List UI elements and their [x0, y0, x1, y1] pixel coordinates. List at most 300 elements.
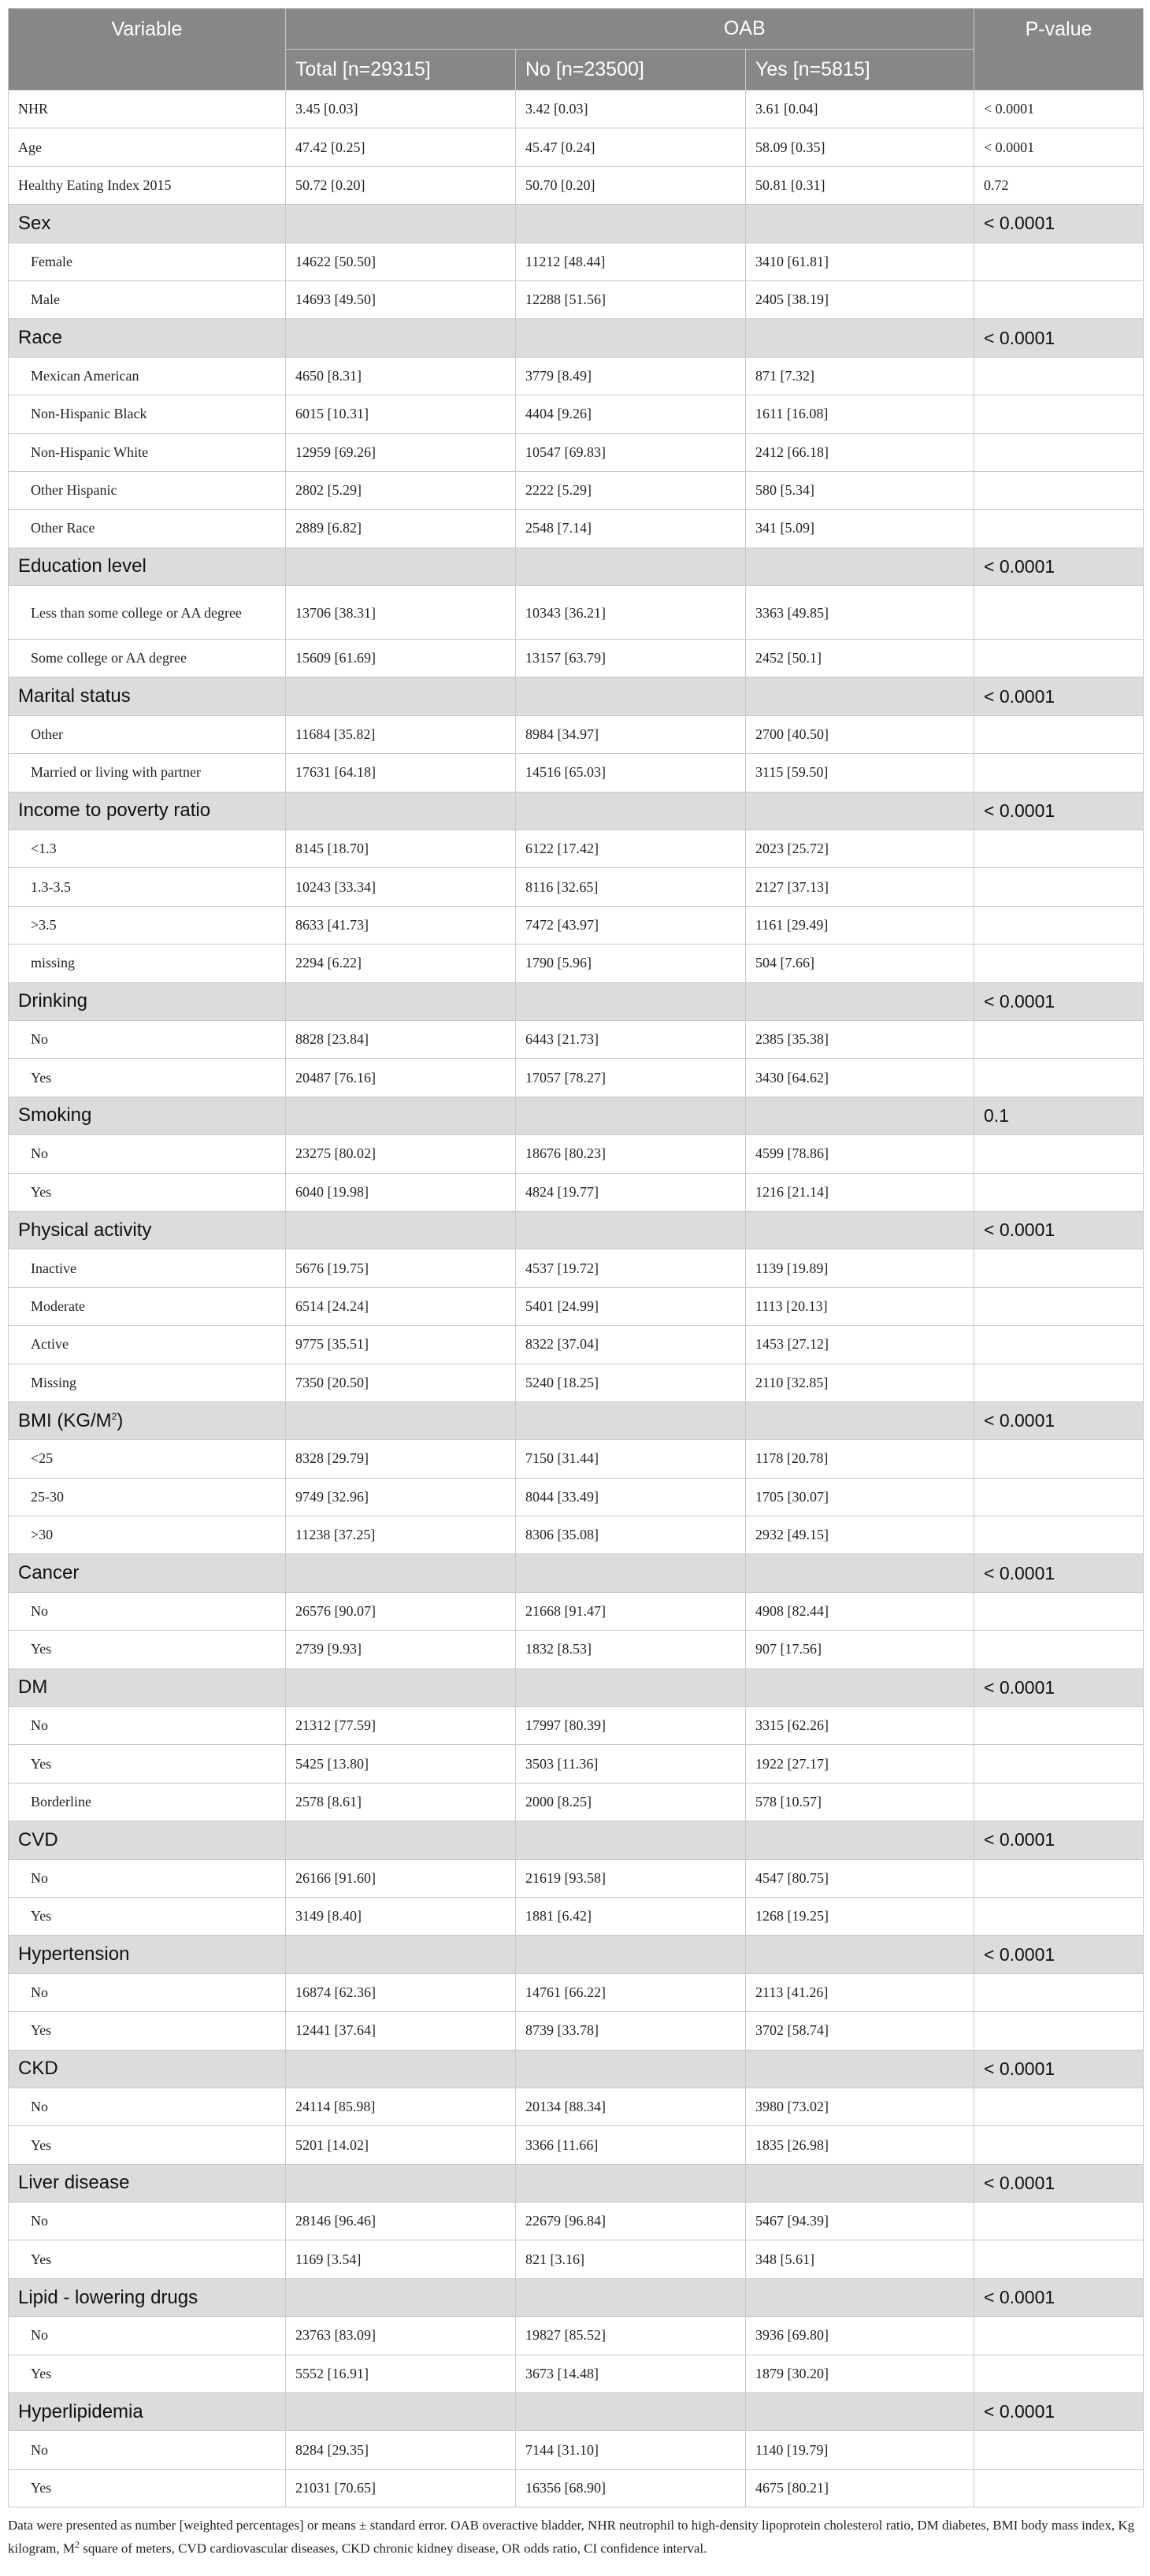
pvalue-cell — [974, 1326, 1144, 1364]
empty-cell — [286, 2164, 516, 2202]
empty-cell — [286, 2050, 516, 2088]
oab-yes-cell: 2412 [66.18] — [746, 433, 974, 471]
category-row — [9, 1097, 1144, 1134]
oab-yes-cell: 504 [7.66] — [746, 945, 974, 982]
oab-no-cell: 8739 [33.78] — [516, 2012, 746, 2050]
total-cell: 23275 [80.02] — [286, 1135, 516, 1173]
total-cell: 17631 [64.18] — [286, 754, 516, 792]
total-cell: 7350 [20.50] — [286, 1364, 516, 1401]
table-row — [9, 640, 1144, 677]
row-label: Yes — [9, 2469, 286, 2507]
pvalue-cell: < 0.0001 — [974, 792, 1144, 830]
row-label: Active — [9, 1326, 286, 1364]
pvalue-cell — [974, 2317, 1144, 2355]
row-label: Yes — [9, 2126, 286, 2164]
oab-yes-cell: 1140 [19.79] — [746, 2431, 974, 2469]
oab-yes-cell: 2023 [25.72] — [746, 830, 974, 868]
table-row — [9, 2126, 1144, 2164]
empty-cell — [746, 547, 974, 585]
row-label: Yes — [9, 1745, 286, 1783]
table-row — [9, 1592, 1144, 1630]
oab-yes-cell: 58.09 [0.35] — [746, 128, 974, 166]
category-label — [9, 547, 286, 585]
total-cell: 2294 [6.22] — [286, 945, 516, 982]
pvalue-cell — [974, 906, 1144, 944]
empty-cell — [746, 205, 974, 243]
empty-cell — [516, 792, 746, 830]
total-cell: 14622 [50.50] — [286, 243, 516, 280]
category-label-end: ) — [117, 1409, 124, 1431]
category-row — [9, 1211, 1144, 1249]
empty-cell — [746, 2278, 974, 2316]
pvalue-cell — [974, 2088, 1144, 2125]
category-row — [9, 792, 1144, 830]
pvalue-cell — [974, 471, 1144, 509]
oab-yes-cell: 2700 [40.50] — [746, 715, 974, 753]
footnote-text-2: square of meters, CVD cardiovascular diseases, CKD chronic kidney disease, OR odds ratio, CI confidence interval. — [80, 2541, 707, 2556]
pvalue-cell: < 0.0001 — [974, 1936, 1144, 1973]
oab-no-cell: 17997 [80.39] — [516, 1707, 746, 1745]
empty-cell — [516, 2278, 746, 2316]
total-cell: 9749 [32.96] — [286, 1478, 516, 1516]
oab-no-cell: 3503 [11.36] — [516, 1745, 746, 1783]
total-cell: 5201 [14.02] — [286, 2126, 516, 2164]
pvalue-cell — [974, 1631, 1144, 1668]
total-cell: 50.72 [0.20] — [286, 166, 516, 204]
category-label-text: CKD — [18, 2058, 58, 2080]
row-label: Some college or AA degree — [9, 640, 286, 677]
oab-yes-cell: 4675 [80.21] — [746, 2469, 974, 2507]
oab-yes-cell: 871 [7.32] — [746, 357, 974, 395]
table-row — [9, 433, 1144, 471]
oab-yes-cell: 50.81 [0.31] — [746, 166, 974, 204]
category-label — [9, 1401, 286, 1439]
pvalue-cell — [974, 1135, 1144, 1173]
table-row — [9, 1478, 1144, 1516]
empty-cell — [516, 2393, 746, 2431]
row-label: Healthy Eating Index 2015 — [9, 166, 286, 204]
oab-no-cell: 8322 [37.04] — [516, 1326, 746, 1364]
oab-no-cell: 8306 [35.08] — [516, 1516, 746, 1554]
total-cell: 5676 [19.75] — [286, 1249, 516, 1287]
empty-cell — [516, 2164, 746, 2202]
row-label: No — [9, 1859, 286, 1897]
row-label: Non-Hispanic Black — [9, 395, 286, 433]
header-oab: OAB — [516, 9, 974, 50]
oab-no-cell: 20134 [88.34] — [516, 2088, 746, 2125]
oab-yes-cell: 907 [17.56] — [746, 1631, 974, 1668]
baseline-characteristics-table — [8, 8, 1144, 2507]
table-row — [9, 586, 1144, 640]
row-label: No — [9, 1135, 286, 1173]
oab-yes-cell: 1879 [30.20] — [746, 2355, 974, 2392]
row-label: Other Hispanic — [9, 471, 286, 509]
category-label-text: Physical activity — [18, 1219, 152, 1241]
empty-cell — [746, 1936, 974, 1973]
pvalue-cell: < 0.0001 — [974, 2050, 1144, 2088]
empty-cell — [286, 2393, 516, 2431]
oab-yes-cell: 2932 [49.15] — [746, 1516, 974, 1554]
row-label: No — [9, 1707, 286, 1745]
table-row — [9, 2012, 1144, 2050]
table-row — [9, 2088, 1144, 2125]
category-label — [9, 205, 286, 243]
empty-cell — [516, 1097, 746, 1134]
category-label-text: Drinking — [18, 990, 88, 1012]
category-row — [9, 1401, 1144, 1439]
pvalue-cell: < 0.0001 — [974, 2164, 1144, 2202]
table-row — [9, 1020, 1144, 1058]
table-row — [9, 2203, 1144, 2240]
category-row — [9, 1936, 1144, 1973]
category-label-text: Lipid - lowering drugs — [18, 2286, 198, 2308]
table-row — [9, 1059, 1144, 1097]
row-label: Mexican American — [9, 357, 286, 395]
header-pvalue: P-value — [974, 9, 1144, 91]
oab-no-cell: 8116 [32.65] — [516, 868, 746, 906]
row-label: Male — [9, 280, 286, 318]
table-row — [9, 1745, 1144, 1783]
row-label: Inactive — [9, 1249, 286, 1287]
pvalue-cell — [974, 1440, 1144, 1478]
category-label — [9, 677, 286, 715]
footnote-text-1: Data were presented as number [weighted percentages] or means ± standard error. OAB overactive bladder, NHR neutrophil to high-density lipoprotein cholesterol ratio, DM diabetes, BMI body mass index, Kg kilogram, M — [8, 2518, 1135, 2556]
empty-cell — [286, 1668, 516, 1706]
category-label — [9, 2050, 286, 2088]
table-row — [9, 1859, 1144, 1897]
table-row — [9, 715, 1144, 753]
row-label: NHR — [9, 91, 286, 128]
total-cell: 10243 [33.34] — [286, 868, 516, 906]
oab-no-cell: 14516 [65.03] — [516, 754, 746, 792]
empty-cell — [746, 2050, 974, 2088]
oab-no-cell: 18676 [80.23] — [516, 1135, 746, 1173]
oab-yes-cell: 1161 [29.49] — [746, 906, 974, 944]
table-row — [9, 1173, 1144, 1211]
category-label — [9, 1936, 286, 1973]
empty-cell — [286, 1936, 516, 1973]
category-label-text: Education level — [18, 555, 147, 577]
total-cell: 2802 [5.29] — [286, 471, 516, 509]
pvalue-cell: < 0.0001 — [974, 982, 1144, 1020]
table-footnote — [8, 2515, 1143, 2559]
category-row — [9, 1821, 1144, 1859]
pvalue-cell — [974, 1173, 1144, 1211]
oab-yes-cell: 580 [5.34] — [746, 471, 974, 509]
oab-yes-cell: 4908 [82.44] — [746, 1592, 974, 1630]
oab-no-cell: 2000 [8.25] — [516, 1783, 746, 1821]
pvalue-cell — [974, 1516, 1144, 1554]
empty-cell — [516, 319, 746, 357]
row-label: Yes — [9, 1173, 286, 1211]
row-label: No — [9, 2317, 286, 2355]
table-row — [9, 868, 1144, 906]
category-label — [9, 319, 286, 357]
total-cell: 8633 [41.73] — [286, 906, 516, 944]
category-label — [9, 1554, 286, 1592]
row-label: No — [9, 2431, 286, 2469]
pvalue-cell — [974, 1287, 1144, 1325]
oab-yes-cell: 1178 [20.78] — [746, 1440, 974, 1478]
category-label — [9, 2164, 286, 2202]
total-cell: 13706 [38.31] — [286, 586, 516, 640]
empty-cell — [286, 319, 516, 357]
category-label — [9, 1211, 286, 1249]
pvalue-cell — [974, 280, 1144, 318]
category-label — [9, 982, 286, 1020]
pvalue-cell — [974, 1020, 1144, 1058]
pvalue-cell — [974, 868, 1144, 906]
oab-no-cell: 45.47 [0.24] — [516, 128, 746, 166]
category-label-text: DM — [18, 1676, 48, 1698]
pvalue-cell — [974, 640, 1144, 677]
empty-cell — [746, 1401, 974, 1439]
header-row-1 — [9, 9, 1144, 50]
pvalue-cell — [974, 830, 1144, 868]
category-label — [9, 1668, 286, 1706]
row-label: Yes — [9, 1059, 286, 1097]
oab-yes-cell: 3.61 [0.04] — [746, 91, 974, 128]
total-cell: 28146 [96.46] — [286, 2203, 516, 2240]
total-cell: 23763 [83.09] — [286, 2317, 516, 2355]
pvalue-cell — [974, 1897, 1144, 1935]
category-row — [9, 677, 1144, 715]
footnote-superscript: 2 — [75, 2539, 80, 2551]
oab-no-cell: 7144 [31.10] — [516, 2431, 746, 2469]
empty-cell — [516, 1821, 746, 1859]
oab-no-cell: 3673 [14.48] — [516, 2355, 746, 2392]
pvalue-cell — [974, 395, 1144, 433]
oab-yes-cell: 1113 [20.13] — [746, 1287, 974, 1325]
table-row — [9, 2469, 1144, 2507]
total-cell: 12441 [37.64] — [286, 2012, 516, 2050]
table-row — [9, 2317, 1144, 2355]
pvalue-cell — [974, 1745, 1144, 1783]
empty-cell — [516, 205, 746, 243]
total-cell: 3.45 [0.03] — [286, 91, 516, 128]
empty-cell — [746, 1554, 974, 1592]
oab-no-cell: 1790 [5.96] — [516, 945, 746, 982]
category-row — [9, 2050, 1144, 2088]
total-cell: 8284 [29.35] — [286, 2431, 516, 2469]
pvalue-cell — [974, 2240, 1144, 2278]
oab-yes-cell: 1268 [19.25] — [746, 1897, 974, 1935]
oab-yes-cell: 4547 [80.75] — [746, 1859, 974, 1897]
total-cell: 11238 [37.25] — [286, 1516, 516, 1554]
oab-yes-cell: 3980 [73.02] — [746, 2088, 974, 2125]
oab-yes-cell: 1705 [30.07] — [746, 1478, 974, 1516]
table-row — [9, 243, 1144, 280]
row-label: Female — [9, 243, 286, 280]
oab-no-cell: 4824 [19.77] — [516, 1173, 746, 1211]
row-label: Yes — [9, 2240, 286, 2278]
category-label — [9, 792, 286, 830]
empty-cell — [516, 2050, 746, 2088]
table-row — [9, 166, 1144, 204]
category-row — [9, 982, 1144, 1020]
pvalue-cell — [974, 1592, 1144, 1630]
pvalue-cell — [974, 1364, 1144, 1401]
oab-yes-cell: 3115 [59.50] — [746, 754, 974, 792]
header-total: Total [n=29315] — [286, 50, 516, 91]
header-yes: Yes [n=5815] — [746, 50, 974, 91]
pvalue-cell — [974, 2012, 1144, 2050]
pvalue-cell: < 0.0001 — [974, 1401, 1144, 1439]
oab-yes-cell: 3936 [69.80] — [746, 2317, 974, 2355]
empty-cell — [746, 792, 974, 830]
oab-yes-cell: 3702 [58.74] — [746, 2012, 974, 2050]
oab-yes-cell: 5467 [94.39] — [746, 2203, 974, 2240]
pvalue-cell — [974, 2431, 1144, 2469]
oab-no-cell: 7472 [43.97] — [516, 906, 746, 944]
row-label: No — [9, 2088, 286, 2125]
row-label: <1.3 — [9, 830, 286, 868]
row-label: Yes — [9, 2012, 286, 2050]
category-label-text: Liver disease — [18, 2172, 130, 2194]
table-row — [9, 754, 1144, 792]
category-label-text: Smoking — [18, 1104, 92, 1127]
row-label: >30 — [9, 1516, 286, 1554]
pvalue-cell — [974, 2469, 1144, 2507]
category-label-text: Sex — [18, 212, 51, 234]
pvalue-cell: < 0.0001 — [974, 1668, 1144, 1706]
pvalue-cell: 0.1 — [974, 1097, 1144, 1134]
oab-no-cell: 3366 [11.66] — [516, 2126, 746, 2164]
row-label: 1.3-3.5 — [9, 868, 286, 906]
table-row — [9, 1135, 1144, 1173]
category-row — [9, 2164, 1144, 2202]
table-row — [9, 945, 1144, 982]
empty-cell — [516, 547, 746, 585]
oab-no-cell: 11212 [48.44] — [516, 243, 746, 280]
oab-no-cell: 10547 [69.83] — [516, 433, 746, 471]
total-cell: 2739 [9.93] — [286, 1631, 516, 1668]
total-cell: 16874 [62.36] — [286, 1973, 516, 2011]
oab-yes-cell: 1835 [26.98] — [746, 2126, 974, 2164]
oab-no-cell: 19827 [85.52] — [516, 2317, 746, 2355]
row-label: Borderline — [9, 1783, 286, 1821]
oab-yes-cell: 3430 [64.62] — [746, 1059, 974, 1097]
oab-no-cell: 3.42 [0.03] — [516, 91, 746, 128]
row-label: Other Race — [9, 510, 286, 547]
category-row — [9, 1554, 1144, 1592]
row-label: Moderate — [9, 1287, 286, 1325]
empty-cell — [516, 1211, 746, 1249]
empty-cell — [286, 1401, 516, 1439]
total-cell: 2578 [8.61] — [286, 1783, 516, 1821]
row-label: Yes — [9, 2355, 286, 2392]
empty-cell — [516, 1668, 746, 1706]
empty-cell — [746, 2164, 974, 2202]
empty-cell — [746, 2393, 974, 2431]
category-row — [9, 1668, 1144, 1706]
empty-cell — [286, 792, 516, 830]
empty-cell — [286, 1554, 516, 1592]
pvalue-cell — [974, 1783, 1144, 1821]
pvalue-cell — [974, 1707, 1144, 1745]
empty-cell — [516, 1401, 746, 1439]
table-row — [9, 357, 1144, 395]
oab-yes-cell: 4599 [78.86] — [746, 1135, 974, 1173]
pvalue-cell: < 0.0001 — [974, 1211, 1144, 1249]
table-row — [9, 2355, 1144, 2392]
row-label: Non-Hispanic White — [9, 433, 286, 471]
total-cell: 6514 [24.24] — [286, 1287, 516, 1325]
row-label: No — [9, 1020, 286, 1058]
pvalue-cell — [974, 945, 1144, 982]
pvalue-cell — [974, 1059, 1144, 1097]
oab-no-cell: 2548 [7.14] — [516, 510, 746, 547]
oab-no-cell: 5240 [18.25] — [516, 1364, 746, 1401]
header-variable: Variable — [9, 9, 286, 91]
pvalue-cell: < 0.0001 — [974, 205, 1144, 243]
pvalue-cell — [974, 2203, 1144, 2240]
table-row — [9, 1326, 1144, 1364]
empty-cell — [516, 1936, 746, 1973]
oab-no-cell: 1832 [8.53] — [516, 1631, 746, 1668]
category-label-text: Hypertension — [18, 1943, 130, 1965]
row-label: Yes — [9, 1631, 286, 1668]
pvalue-cell — [974, 1973, 1144, 2011]
pvalue-cell: < 0.0001 — [974, 2278, 1144, 2316]
row-label: Other — [9, 715, 286, 753]
row-label: Less than some college or AA degree — [9, 586, 286, 640]
oab-no-cell: 5401 [24.99] — [516, 1287, 746, 1325]
row-label: >3.5 — [9, 906, 286, 944]
total-cell: 21312 [77.59] — [286, 1707, 516, 1745]
pvalue-cell: < 0.0001 — [974, 547, 1144, 585]
oab-yes-cell: 578 [10.57] — [746, 1783, 974, 1821]
row-label: Yes — [9, 1897, 286, 1935]
category-row — [9, 547, 1144, 585]
empty-cell — [746, 1668, 974, 1706]
oab-no-cell: 3779 [8.49] — [516, 357, 746, 395]
empty-cell — [746, 1821, 974, 1859]
empty-cell — [286, 547, 516, 585]
table-row — [9, 830, 1144, 868]
empty-cell — [286, 677, 516, 715]
oab-yes-cell: 348 [5.61] — [746, 2240, 974, 2278]
table-row — [9, 2431, 1144, 2469]
oab-no-cell: 6443 [21.73] — [516, 1020, 746, 1058]
oab-yes-cell: 341 [5.09] — [746, 510, 974, 547]
row-label: Missing — [9, 1364, 286, 1401]
category-row — [9, 2278, 1144, 2316]
oab-no-cell: 2222 [5.29] — [516, 471, 746, 509]
oab-yes-cell: 2110 [32.85] — [746, 1364, 974, 1401]
row-label: Married or living with partner — [9, 754, 286, 792]
pvalue-cell — [974, 1478, 1144, 1516]
pvalue-cell: < 0.0001 — [974, 128, 1144, 166]
empty-cell — [286, 982, 516, 1020]
empty-cell — [516, 982, 746, 1020]
oab-yes-cell: 1453 [27.12] — [746, 1326, 974, 1364]
pvalue-cell: < 0.0001 — [974, 91, 1144, 128]
header-blank — [286, 9, 516, 50]
table-row — [9, 1249, 1144, 1287]
row-label: No — [9, 2203, 286, 2240]
category-label-text: BMI (KG/M — [18, 1409, 112, 1431]
row-label: 25-30 — [9, 1478, 286, 1516]
pvalue-cell — [974, 715, 1144, 753]
total-cell: 47.42 [0.25] — [286, 128, 516, 166]
oab-no-cell: 10343 [36.21] — [516, 586, 746, 640]
table-row — [9, 1440, 1144, 1478]
empty-cell — [746, 1097, 974, 1134]
table-row — [9, 1287, 1144, 1325]
oab-no-cell: 821 [3.16] — [516, 2240, 746, 2278]
total-cell: 20487 [76.16] — [286, 1059, 516, 1097]
